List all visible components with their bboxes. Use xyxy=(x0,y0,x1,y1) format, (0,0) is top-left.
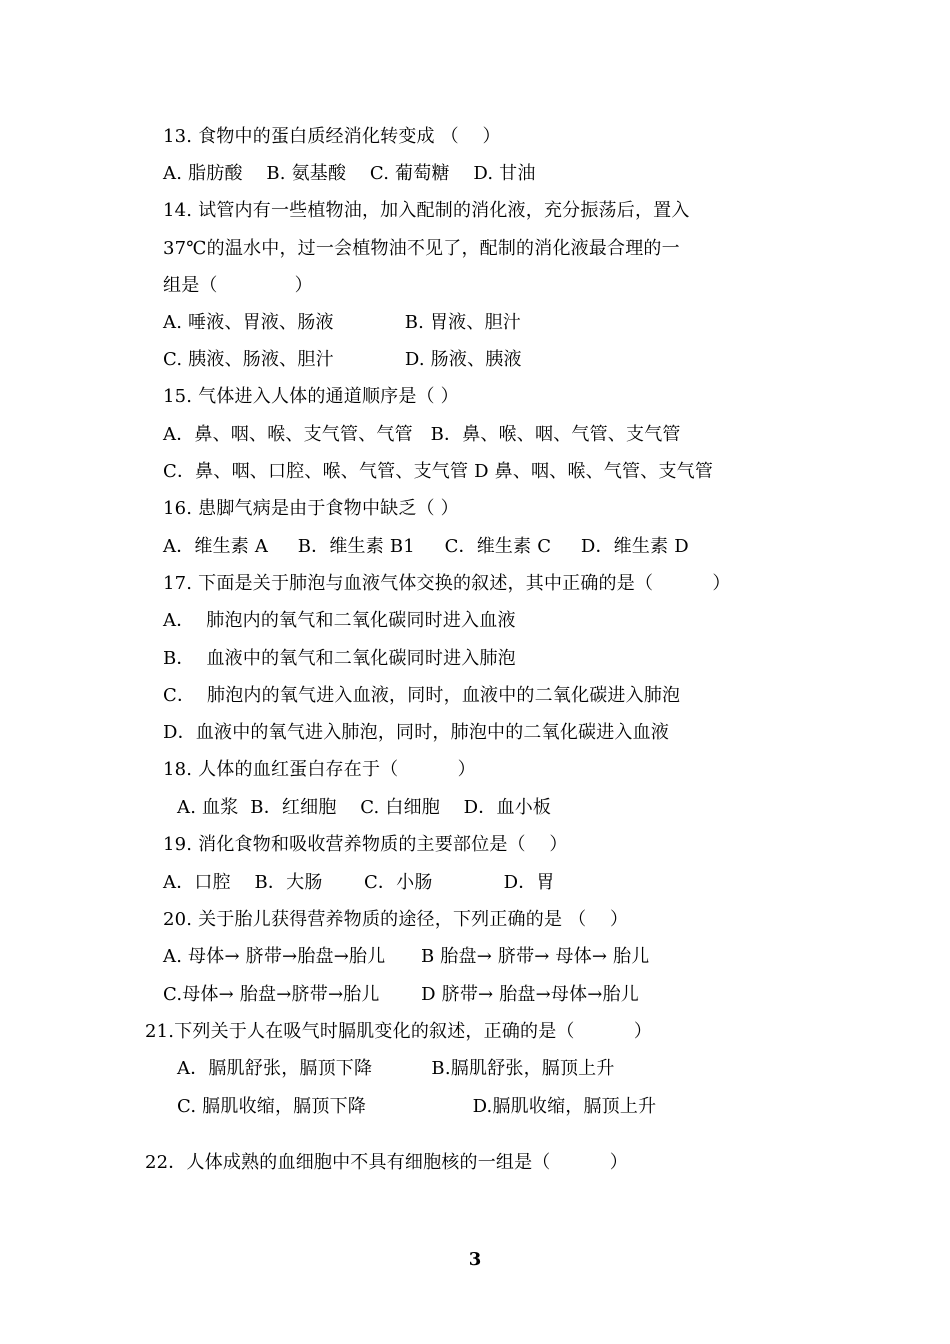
page-number: 3 xyxy=(468,1249,482,1270)
question-14-options-cd: C. 胰液、肠液、胆汁 D. 肠液、胰液 xyxy=(163,349,522,370)
question-21-options-ab: A．膈肌舒张，膈顶下降 B.膈肌舒张，膈顶上升 xyxy=(177,1058,615,1079)
question-20-stem: 20. 关于胎儿获得营养物质的途径，下列正确的是 （ ） xyxy=(163,909,629,930)
question-16-options: A．维生素 A B．维生素 B1 C．维生素 C D．维生素 D xyxy=(163,536,689,557)
question-20-options-cd: C.母体→ 胎盘→脐带→胎儿 D 脐带→ 胎盘→母体→胎儿 xyxy=(163,984,639,1005)
question-21-options-cd: C. 膈肌收缩，膈顶下降 D.膈肌收缩，膈顶上升 xyxy=(177,1096,657,1117)
question-14-stem-line-1: 14. 试管内有一些植物油，加入配制的消化液，充分振荡后，置入 xyxy=(163,200,690,221)
question-14-stem-line-2: 37℃的温水中，过一会植物油不见了，配制的消化液最合理的一 xyxy=(163,238,680,259)
question-18-options: A. 血浆 B．红细胞 C. 白细胞 D．血小板 xyxy=(177,797,552,818)
question-22-stem: 22．人体成熟的血细胞中不具有细胞核的一组是（ ） xyxy=(145,1152,628,1173)
question-21-stem: 21.下列关于人在吸气时膈肌变化的叙述，正确的是（ ） xyxy=(145,1021,653,1042)
question-17-option-c: C． 肺泡内的氧气进入血液，同时，血液中的二氧化碳进入肺泡 xyxy=(163,685,681,706)
question-15-options-cd: C．鼻、咽、口腔、喉、气管、支气管 D 鼻、咽、喉、气管、支气管 xyxy=(163,461,714,482)
question-20-options-ab: A. 母体→ 脐带→胎盘→胎儿 B 胎盘→ 脐带→ 母体→ 胎儿 xyxy=(163,946,650,967)
question-19-options: A．口腔 B．大肠 C．小肠 D．胃 xyxy=(163,872,555,893)
question-17-stem: 17. 下面是关于肺泡与血液气体交换的叙述，其中正确的是（ ） xyxy=(163,573,731,594)
question-19-stem: 19. 消化食物和吸收营养物质的主要部位是（ ） xyxy=(163,834,568,855)
question-17-option-a: A． 肺泡内的氧气和二氧化碳同时进入血液 xyxy=(163,610,516,631)
question-14-stem-line-3: 组是（ ） xyxy=(163,275,313,296)
question-14-options-ab: A. 唾液、胃液、肠液 B. 胃液、胆汁 xyxy=(163,312,521,333)
question-17-option-b: B． 血液中的氧气和二氧化碳同时进入肺泡 xyxy=(163,648,516,669)
question-13-options: A. 脂肪酸 B. 氨基酸 C. 葡萄糖 D. 甘油 xyxy=(163,163,536,184)
question-15-stem: 15. 气体进入人体的通道顺序是（ ） xyxy=(163,386,459,407)
question-13-stem: 13. 食物中的蛋白质经消化转变成 （ ） xyxy=(163,126,501,147)
question-18-stem: 18. 人体的血红蛋白存在于（ ） xyxy=(163,759,476,780)
question-17-option-d: D．血液中的氧气进入肺泡，同时，肺泡中的二氧化碳进入血液 xyxy=(163,722,670,743)
question-16-stem: 16. 患脚气病是由于食物中缺乏（ ） xyxy=(163,498,459,519)
question-15-options-ab: A．鼻、咽、喉、支气管、气管 B．鼻、喉、咽、气管、支气管 xyxy=(163,424,681,445)
